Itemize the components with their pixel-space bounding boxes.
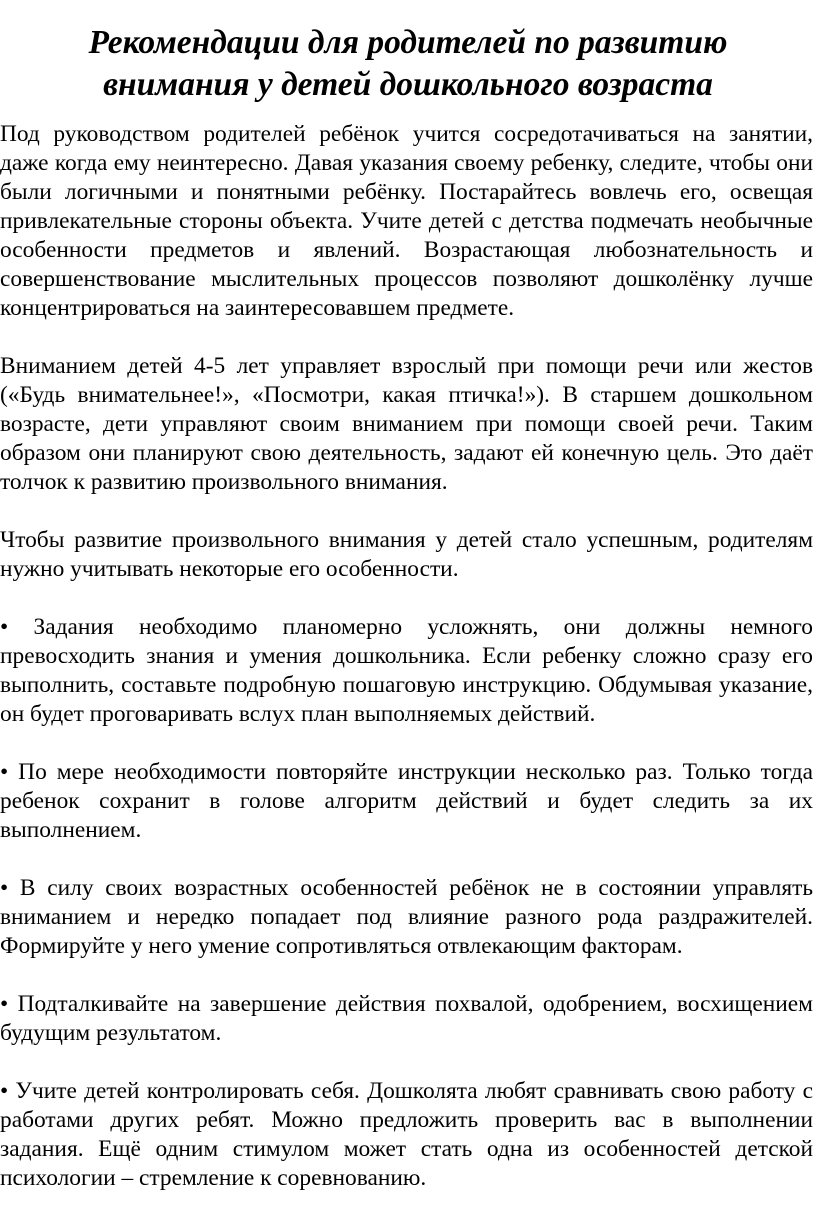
paragraph-features-lead: Чтобы развитие произвольного внимания у детей стало успешным, родителям нужно учитывать некоторые его особенности.	[0, 527, 813, 582]
title-line-2: внимания у детей дошкольного возраста	[103, 66, 713, 103]
page-title	[0, 22, 816, 106]
bullet-item-distractions: • В силу своих возрастных особенностей ребёнок не в состоянии управлять вниманием и нередко попадает под влияние разного рода раздражителей. Формируйте у него умение сопротивляться отвлекающим факторам.	[0, 875, 813, 959]
bullet-item-repeat: • По мере необходимости повторяйте инструкции несколько раз. Только тогда ребенок сохранит в голове алгоритм действий и будет следить за их выполнением.	[0, 759, 813, 843]
title-line-1: Рекомендации для родителей по развитию	[88, 24, 728, 61]
bullet-item-praise: • Подталкивайте на завершение действия похвалой, одобрением, восхищением будущим результатом.	[0, 991, 813, 1046]
bullet-item-tasks: • Задания необходимо планомерно усложнять, они должны немного превосходить знания и умения дошкольника. Если ребенку сложно сразу его выполнить, составьте подробную пошаговую инструкцию. Обдумывая указание, он будет проговаривать вслух план выполняемых действий.	[0, 614, 813, 727]
document-body	[0, 120, 813, 1193]
paragraph-age-4-5: Вниманием детей 4-5 лет управляет взрослый при помощи речи или жестов («Будь внимательнее!», «Посмотри, какая птичка!»). В старшем дошкольном возрасте, дети управляют своим вниманием при помощи своей речи. Таким образом они планируют свою деятельность, задают ей конечную цель. Это даёт толчок к развитию произвольного внимания.	[0, 353, 813, 495]
paragraph-intro: Под руководством родителей ребёнок учится сосредотачиваться на занятии, даже когда ему неинтересно. Давая указания своему ребенку, следите, чтобы они были логичными и понятными ребёнку. Постарайтесь вовлечь его, освещая привлекательные стороны объекта. Учите детей с детства подмечать необычные особенности предметов и явлений. Возрастающая любознательность и совершенствование мыслительных процессов позволяют дошколёнку лучше концентрироваться на заинтересовавшем предмете.	[0, 121, 813, 321]
bullet-item-self-control: • Учите детей контролировать себя. Дошколята любят сравнивать свою работу с работами других ребят. Можно предложить проверить вас в выполнении задания. Ещё одним стимулом может стать одна из особенностей детской психологии – стремление к соревнованию.	[0, 1078, 813, 1191]
